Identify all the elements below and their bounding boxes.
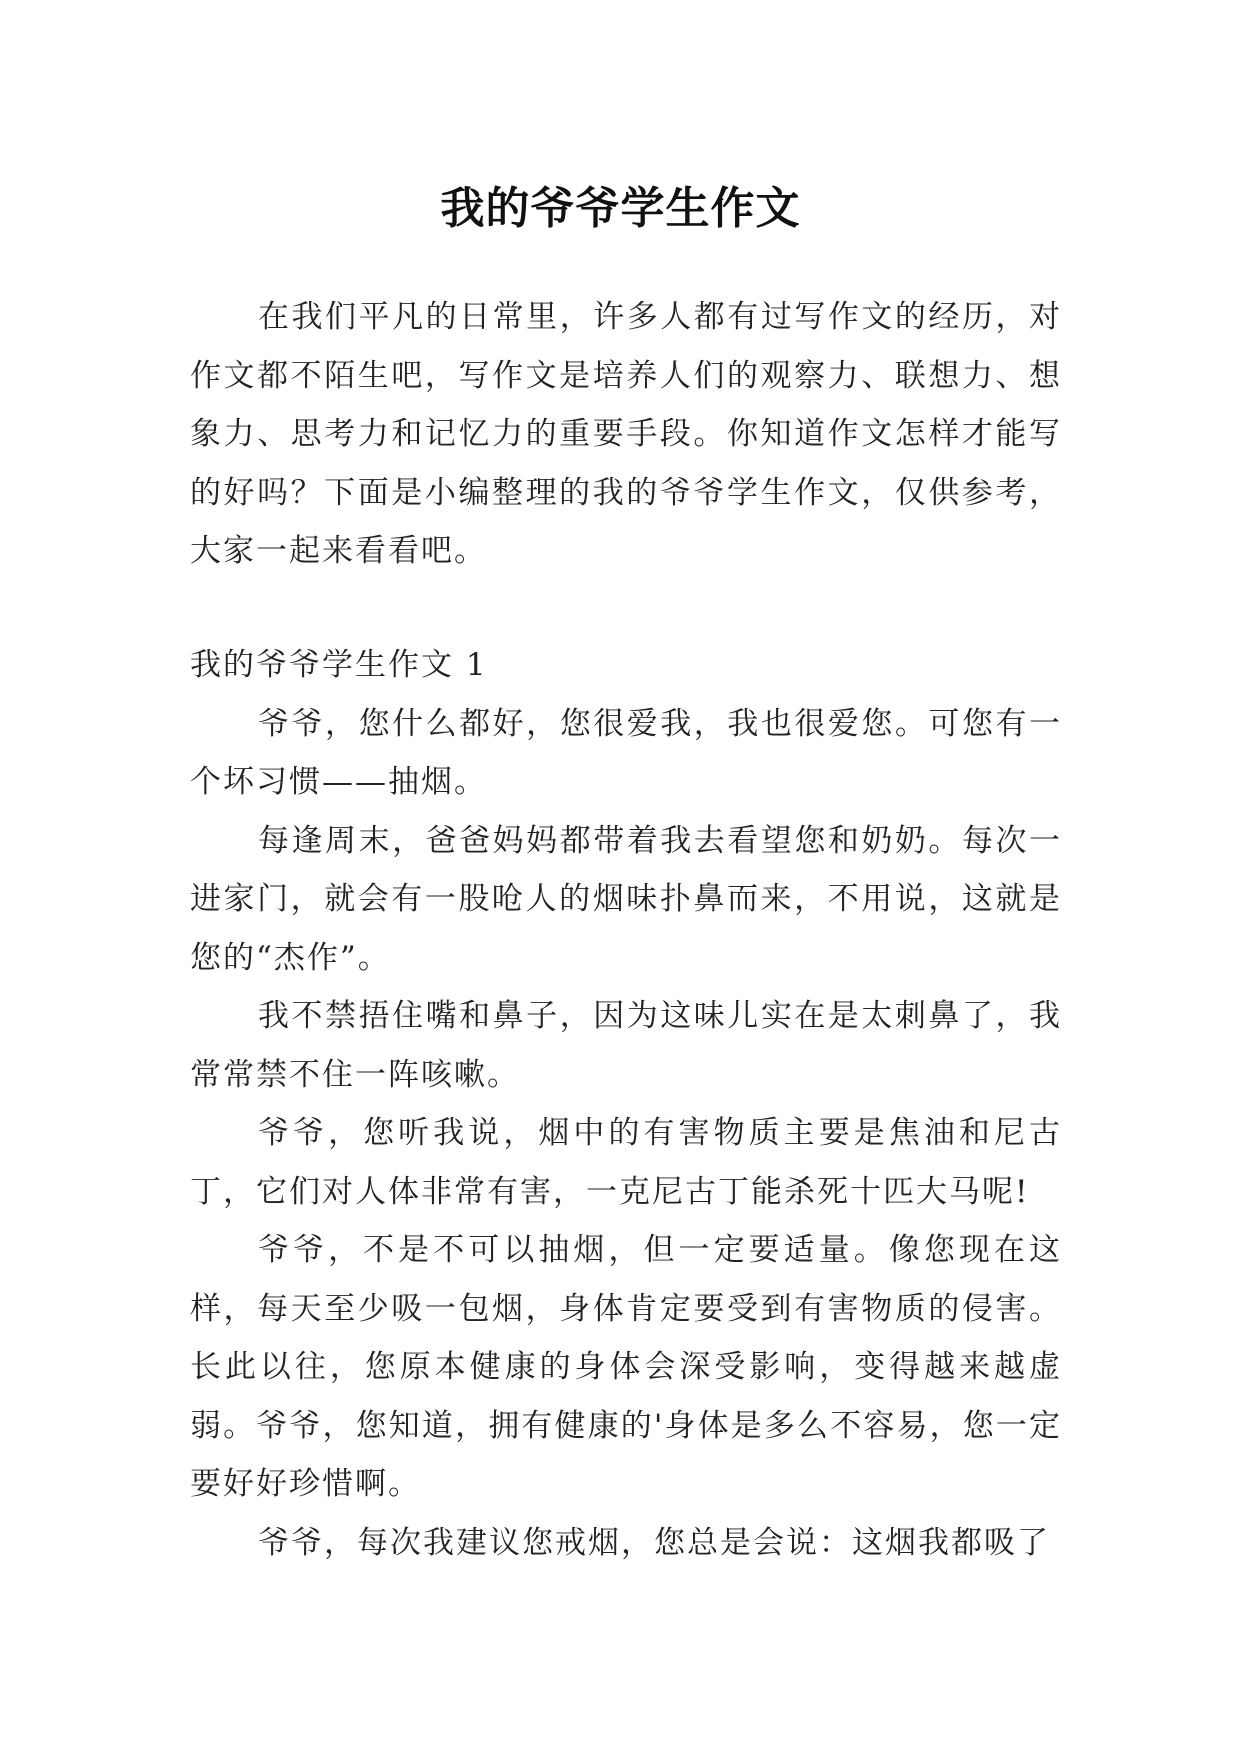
document-title: 我的爷爷学生作文 [440,183,801,235]
essay-paragraph: 爷爷，您听我说，烟中的有害物质主要是焦油和尼古丁，它们对人体非常有害，一克尼古丁能杀死十匹大马呢! [190,1115,1062,1210]
essay-paragraph: 爷爷，每次我建议您戒烟，您总是会说：这烟我都吸了 [258,1524,1050,1561]
essay-paragraph: 我不禁捂住嘴和鼻子，因为这味儿实在是太刺鼻了，我常常禁不住一阵咳嗽。 [190,998,1062,1093]
intro-paragraph: 在我们平凡的日常里，许多人都有过写作文的经历，对作文都不陌生吧，写作文是培养人们的观察力、联想力、想象力、思考力和记忆力的重要手段。你知道作文怎样才能写的好吗？下面是小编整理的我的爷爷学生作文，仅供参考，大家一起来看看吧。 [190,299,1062,569]
essay-paragraph: 每逢周末，爸爸妈妈都带着我去看望您和奶奶。每次一进家门，就会有一股呛人的烟味扑鼻而来，不用说，这就是您的“杰作”。 [190,822,1062,976]
essay-paragraph: 爷爷，不是不可以抽烟，但一定要适量。像您现在这样，每天至少吸一包烟，身体肯定要受到有害物质的侵害。长此以往，您原本健康的身体会深受影响，变得越来越虚弱。爷爷，您知道，拥有健康的'身体是多么不容易，您一定要好好珍惜啊。 [190,1232,1062,1502]
essay-section [190,636,1062,1572]
essay-heading: 我的爷爷学生作文 1 [190,647,488,683]
essay-paragraph: 爷爷，您什么都好，您很爱我，我也很爱您。可您有一个坏习惯——抽烟。 [190,705,1062,800]
intro-section [190,288,1062,581]
